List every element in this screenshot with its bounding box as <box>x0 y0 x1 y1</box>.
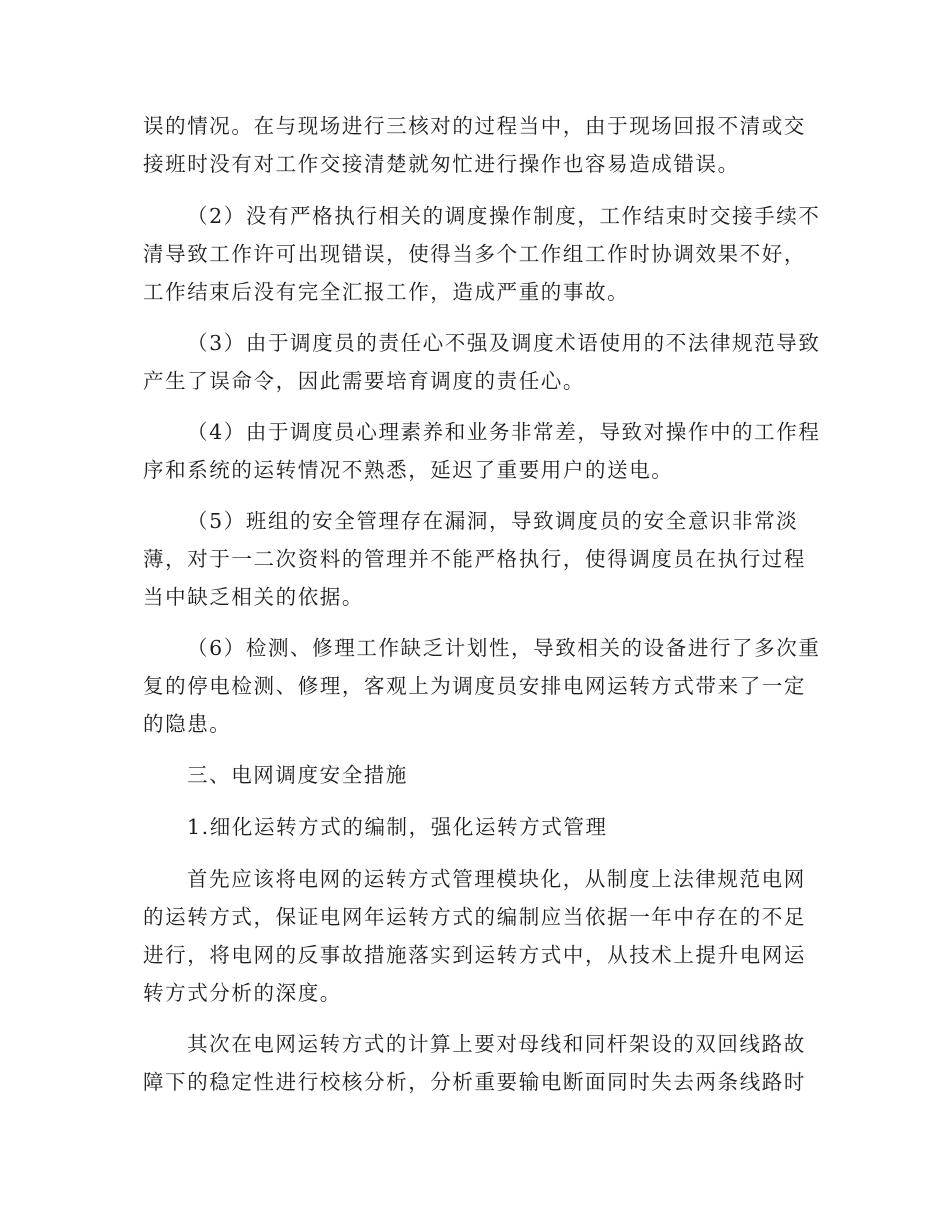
text-line: 产生了误命令，因此需要培育调度的责任心。 <box>143 369 585 393</box>
text-line: 工作结束后没有完全汇报工作，造成严重的事故。 <box>143 280 630 304</box>
text-line: 的隐患。 <box>143 712 232 736</box>
section-heading <box>143 756 810 794</box>
text-line: 首先应该将电网的运转方式管理模块化，从制度上法律规范电网 <box>187 867 806 891</box>
text-line: （4）由于调度员心理素养和业务非常差，导致对操作中的工作程 <box>187 420 821 444</box>
text-line: 的运转方式，保证电网年运转方式的编制应当依据一年中存在的不足 <box>143 905 806 929</box>
paragraph-item-5 <box>143 502 810 616</box>
text-line: 接班时没有对工作交接清楚就匆忙进行操作也容易造成错误。 <box>143 152 740 176</box>
paragraph-second <box>143 1025 810 1101</box>
paragraph-continued <box>143 107 810 183</box>
paragraph-item-3 <box>143 324 821 400</box>
text-line: （2）没有严格执行相关的调度操作制度，工作结束时交接手续不 <box>187 204 821 228</box>
text-line: 当中缺乏相关的依据。 <box>143 585 364 609</box>
text-line: 其次在电网运转方式的计算上要对母线和同杆架设的双回线路故 <box>187 1032 806 1056</box>
subsection-heading <box>143 808 810 846</box>
text-line: 障下的稳定性进行校核分析，分析重要输电断面同时失去两条线路时 <box>143 1070 806 1094</box>
text-line: 薄，对于一二次资料的管理并不能严格执行，使得调度员在执行过程 <box>143 547 806 571</box>
subheading-text: 1.细化运转方式的编制，强化运转方式管理 <box>187 815 608 839</box>
text-line: 进行，将电网的反事故措施落实到运转方式中，从技术上提升电网运 <box>143 943 806 967</box>
text-line: 转方式分析的深度。 <box>143 981 342 1005</box>
text-line: 误的情况。在与现场进行三核对的过程当中，由于现场回报不清或交 <box>143 114 806 138</box>
paragraph-first <box>143 860 810 1012</box>
paragraph-item-6 <box>143 629 821 743</box>
text-line: 清导致工作许可出现错误，使得当多个工作组工作时协调效果不好， <box>143 242 806 266</box>
text-line: （6）检测、修理工作缺乏计划性，导致相关的设备进行了多次重 <box>187 636 821 660</box>
paragraph-item-4 <box>143 413 821 489</box>
text-line: （5）班组的安全管理存在漏洞，导致调度员的安全意识非常淡 <box>187 509 799 533</box>
text-line: 序和系统的运转情况不熟悉，延迟了重要用户的送电。 <box>143 458 674 482</box>
heading-text: 三、电网调度安全措施 <box>187 763 408 787</box>
text-line: 复的停电检测、修理，客观上为调度员安排电网运转方式带来了一定 <box>143 674 806 698</box>
text-line: （3）由于调度员的责任心不强及调度术语使用的不法律规范导致 <box>187 331 821 355</box>
paragraph-item-2 <box>143 197 821 311</box>
